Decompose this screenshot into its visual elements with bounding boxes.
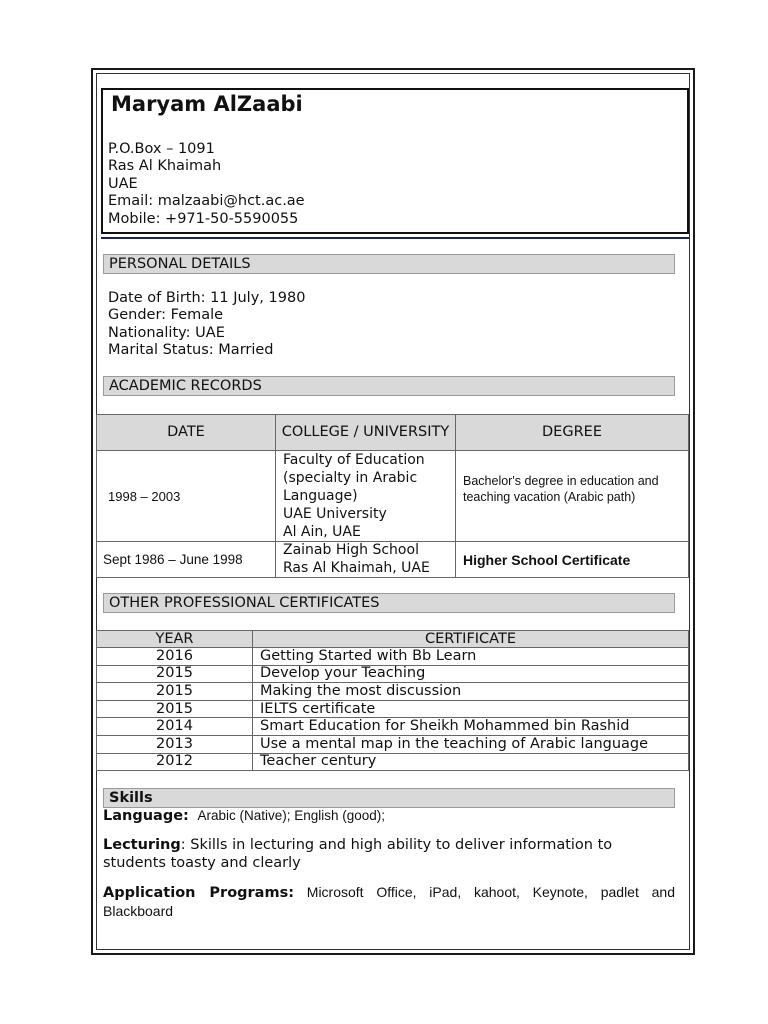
college-cell [276, 542, 456, 578]
apps-label: Application Programs: [103, 885, 295, 901]
personal-details-heading: PERSONAL DETAILS [103, 254, 675, 274]
certificates-table [96, 630, 689, 771]
table-header-row [97, 415, 689, 451]
college-line: Faculty of Education [283, 452, 425, 468]
column-header-college: COLLEGE / UNIVERSITY [276, 415, 456, 451]
skill-applications [103, 883, 675, 921]
city: Ras Al Khaimah [108, 158, 222, 175]
college-line: UAE University [283, 506, 387, 522]
certificate-cell: Smart Education for Sheikh Mohammed bin Rashid [253, 718, 689, 736]
year-cell: 2013 [97, 735, 253, 753]
certificate-cell: IELTS certificate [253, 700, 689, 718]
certificate-cell: Develop your Teaching [253, 665, 689, 683]
college-line: Zainab High School [283, 542, 419, 558]
gender: Gender: Female [108, 307, 224, 324]
table-row [97, 648, 689, 666]
lecturing-label: Lecturing [103, 837, 181, 853]
table-row [97, 753, 689, 771]
certificate-cell: Making the most discussion [253, 683, 689, 701]
date-of-birth: Date of Birth: 11 July, 1980 [108, 290, 306, 306]
marital-status: Marital Status: Married [108, 342, 274, 359]
skill-language [103, 808, 675, 824]
contact-block [108, 141, 305, 228]
column-header-certificate: CERTIFICATE [253, 631, 689, 648]
date-cell: Sept 1986 – June 1998 [97, 542, 276, 578]
email: Email: malzaabi@hct.ac.ae [108, 193, 305, 210]
table-row [97, 718, 689, 736]
college-line: Language) [283, 488, 358, 504]
year-cell: 2016 [97, 648, 253, 666]
po-box: P.O.Box – 1091 [108, 141, 215, 157]
header-divider [101, 237, 689, 239]
skill-lecturing [103, 836, 675, 872]
year-cell: 2012 [97, 753, 253, 771]
certificates-heading: OTHER PROFESSIONAL CERTIFICATES [103, 593, 675, 613]
table-row [97, 451, 689, 542]
date-cell: 1998 – 2003 [97, 451, 276, 542]
degree-cell: Higher School Certificate [456, 542, 689, 578]
certificate-cell: Getting Started with Bb Learn [253, 648, 689, 666]
year-cell: 2015 [97, 665, 253, 683]
certificate-cell: Teacher century [253, 753, 689, 771]
column-header-year: YEAR [97, 631, 253, 648]
table-row [97, 683, 689, 701]
table-row [97, 542, 689, 578]
college-cell [276, 451, 456, 542]
mobile: Mobile: +971-50-5590055 [108, 210, 299, 227]
college-line: Al Ain, UAE [283, 524, 361, 540]
college-line: Ras Al Khaimah, UAE [283, 559, 430, 576]
academic-records-table [96, 414, 689, 578]
college-line: (specialty in Arabic [283, 470, 418, 486]
candidate-name: Maryam AlZaabi [111, 92, 303, 116]
year-cell: 2015 [97, 683, 253, 701]
year-cell: 2014 [97, 718, 253, 736]
nationality: Nationality: UAE [108, 324, 225, 341]
degree-cell: Bachelor's degree in education and teaching vacation (Arabic path) [456, 451, 689, 542]
country: UAE [108, 175, 138, 192]
column-header-degree: DEGREE [456, 415, 689, 451]
table-header-row [97, 631, 689, 648]
year-cell: 2015 [97, 700, 253, 718]
certificate-cell: Use a mental map in the teaching of Arabic language [253, 735, 689, 753]
personal-details [108, 290, 305, 360]
lecturing-value: : Skills in lecturing and high ability to deliver information to students toasty and clearly [103, 837, 613, 871]
academic-records-heading: ACADEMIC RECORDS [103, 376, 675, 396]
apps-value: Microsoft Office, iPad, kahoot, Keynote, padlet and Blackboard [103, 884, 675, 919]
table-row [97, 700, 689, 718]
skills-heading: Skills [103, 788, 675, 808]
table-row [97, 735, 689, 753]
language-label: Language: [103, 808, 189, 824]
table-row [97, 665, 689, 683]
language-value: Arabic (Native); English (good); [197, 808, 386, 823]
column-header-date: DATE [97, 415, 276, 451]
